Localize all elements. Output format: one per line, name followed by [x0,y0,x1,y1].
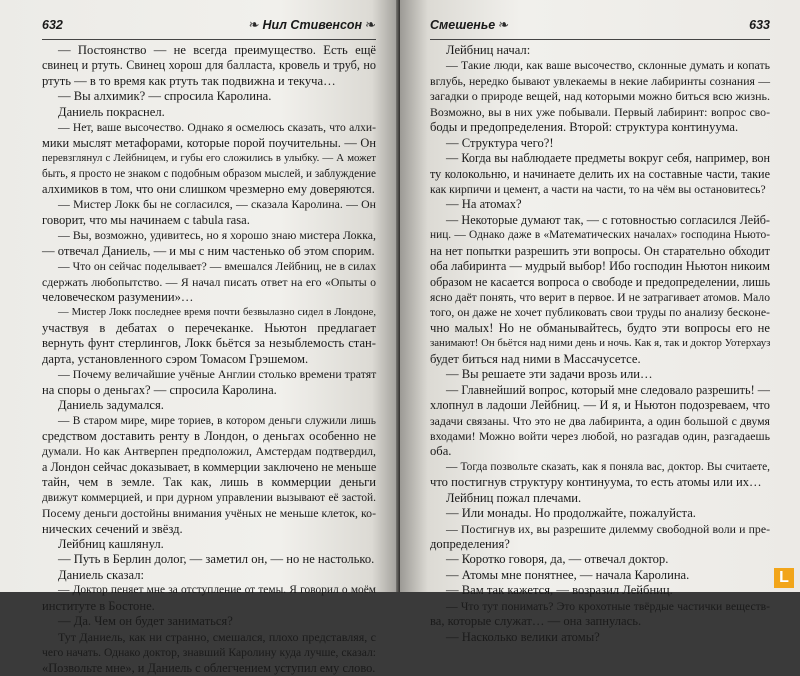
text-line: образом не касается вопроса о свободе и предопределении, лишь [430,274,770,289]
text-line: Даниель задумался. [58,398,164,413]
text-line: — Коротко говоря, да, — отвечал доктор. [446,552,669,567]
text-line: средством доставить ренту в Лондон, о деньгах особенно не [42,428,376,443]
text-line: человеческом разумении»… [42,290,194,304]
text-line: — Насколько велики атомы? [446,629,600,644]
text-line: свинец и ртуть. Свинец хорош для балласта, кровель и труб, но [42,58,376,73]
text-line: вернуть фунт стерлингов, Локк бьётся за незыблемость стан- [42,336,376,351]
text-line: — Тогда позвольте сказать, как я поняла вас, доктор. Вы считаете, [446,460,770,473]
text-line: сдержать любопытство. — Я начал писать ответ на его «Опыты о [42,274,376,289]
text-line: — Постоянство — не всегда преимущество. Есть ещё [58,43,376,57]
text-line: занимают! Он бьётся над ними день и ночь. Как я, так и доктор Уотерхауз [430,337,771,350]
left-ornament-icon-2: ❧ [365,16,376,32]
text-line: тайн, чем в земле. Так как, лишь в коммерции деньги [42,475,376,490]
text-line: — Путь в Берлин долог, — заметил он, — но не настолько. [58,552,375,567]
text-line: — Вы, возможно, удивитесь, но я хорошо знаю мистера Локка, [58,228,376,243]
text-line: участвуя в дебатах о перечеканке. Ньютон предлагает [42,320,376,335]
text-line: — Некоторые думают так, — с готовностью согласился Лейб- [446,212,770,227]
right-page-header [430,10,770,40]
text-line: мики мыслят метафорами, которые порой поучительны. — Он [42,135,376,150]
text-line: на нет попытки разрешить эти вопросы. Он старательно обходит [430,243,770,258]
text-line: — Доктор пеняет мне за отступление от темы. Я говорил о моём [58,584,376,597]
text-line: — Да. Чем он будет заниматься? [58,614,233,629]
text-line: нических сечений и звёзд. [42,521,183,536]
text-line: — отвечал Даниель, — и мы с ним частенько об этом спорим. [42,243,375,258]
text-line: быть, я просто не знаком с подобным образом мыслей, и заблуждение [42,167,376,180]
text-line: — Или монады. Но продолжайте, пожалуйста. [446,506,696,521]
text-line: — Главнейший вопрос, который мне следовало разрешить! — [446,382,770,397]
text-line: оба. [430,444,452,459]
text-line: а Лондон сейчас доказывает, в коммерции заключено не меньше [42,459,377,474]
left-page-header [42,10,376,40]
text-line: Возможно, вы в них уже побывали. Первый лабиринт: вопрос сво- [430,104,770,119]
text-line: Даниель сказал: [58,567,144,582]
text-line: — В старом мире, мире ториев, в котором деньги служили лишь [58,414,376,427]
text-line: — Вы решаете эти задачи врозь или… [446,367,653,382]
text-line: ясно даёт понять, что верит в первое. И не затрагивает атомов. Мало [430,291,770,304]
text-line: входами! Можно войти через любой, но разгадав один, разгадаешь [430,428,770,443]
right-ornament-icon: ❧ [498,16,510,32]
text-line: хлопнул в ладоши Лейбниц. — И я, и Ньютон подозреваем, что [430,398,770,413]
text-line: — Атомы мне понятнее, — начала Каролина. [446,567,690,582]
text-line: что постигнув структуру континуума, то есть атомы или их… [430,475,762,490]
text-line: — Что тут понимать? Это крохотные твёрдые частички веществ- [446,599,770,613]
text-line: институте в Бостоне. [42,598,155,613]
text-line: — Вам так кажется, — возразил Лейбниц. [446,583,673,598]
left-page-body [42,43,376,676]
text-line: допределения? [430,537,510,551]
left-running-head-text: Нил Стивенсон [262,17,363,32]
text-line: Даниель покраснел. [58,104,165,119]
text-line: Лейбниц начал: [446,43,531,57]
text-line: задачи связаны. Что это не два лабиринта, а один большой с двумя [430,413,770,428]
text-line: дарта, установленного сэром Томасом Грэшемом. [42,351,309,366]
text-line: — Когда вы наблюдаете предметы вокруг себя, например, вон [446,151,770,166]
text-line: перевзглянул с Лейбницем, и губы его сложились в улыбку. — А может [42,152,376,165]
left-page-number: 632 [42,17,63,32]
text-line: ниц. — Однако даже в «Математических началах» господина Ньюто- [430,229,770,242]
text-line: чно малых! Но не обманывайтесь, будто эти вопросы его не [430,320,770,335]
right-running-head-text: Смешенье [430,17,496,32]
right-page-number: 633 [749,17,770,32]
text-line: боды и предопределения. Второй: структура континуума. [430,120,739,135]
text-line: ва, которые служат… — она запнулась. [430,614,642,629]
text-line: будет биться над ними в Массачусетсе. [430,351,641,366]
text-line: загадки о природе вещей, над которыми можно биться всю жизнь. [430,89,770,104]
right-running-head [430,17,509,33]
text-line: как кирпичи и цемент, а части на части, то на чём вы остановитесь? [430,182,766,196]
text-line: говорит, что мы начинаем с tabula rasa. [42,212,250,227]
text-line: того, он даже не хочет публиковать свои труды по анализу бесконе- [430,305,770,320]
right-page [400,0,800,644]
text-line: Лейбниц кашлянул. [58,537,164,551]
left-page [0,0,400,675]
text-line: — Вы алхимик? — спросила Каролина. [58,89,272,104]
text-line: — Почему величайшие учёные Англии столько времени тратят [58,367,377,382]
text-line: ртуть — в то время как ртуть так подвижна и текуча… [42,73,336,88]
text-line: вглубь, нередко бывают увлекаемы в некие лабиринты сознания — [430,73,770,88]
text-line: алхимиков в том, что они слишком чрезмерно ему доверяются. [42,181,375,196]
left-running-head [249,17,376,33]
publisher-logo-icon: L [774,568,794,588]
text-line: — Мистер Локк бы не согласился, — сказала Каролина. — Он [58,197,376,212]
text-line: Лейбниц пожал плечами. [446,490,582,505]
text-line: — Мистер Локк последнее время почти безвылазно сидел в Лондоне, [58,307,376,319]
text-line: — На атомах? [446,197,522,212]
text-line: — Что он сейчас поделывает? — вмешался Лейбниц, не в силах [58,260,376,274]
text-line: чего начать. Однако доктор, знавший Каролину куда лучше, сказал: [42,646,376,660]
text-line: — Структура чего?! [446,135,554,150]
right-page-body [430,43,770,645]
text-line: — Нет, ваше высочество. Однако я осмелюсь сказать, что алхи- [58,121,376,135]
text-line: думали. Но как Антверпен предположил, Амстердам подтвердил, [42,444,376,459]
text-line: Посему деньги достойны внимания учёных не меньше клеток, ко- [42,506,376,521]
left-ornament-icon: ❧ [248,16,260,32]
text-line: ту колокольню, и начинаете делить их на составные части, такие [430,166,770,181]
text-line: оба лабиринта — мудрый выбор! Ибо господин Ньютон никоим [430,259,770,274]
text-line: — Постигнув их, вы разрешите дилемму свободной воли и пре- [446,521,770,536]
text-line: «Позвольте мне», и Даниель с облегчением уступил ему слово. [42,660,376,675]
text-line: — Такие люди, как ваше высочество, склонные думать и копать [446,58,770,73]
text-line: на споры о деньгах? — спросила Каролина. [42,382,277,397]
text-line: движут коммерцией, и при дурном управлении вызывают её застой. [42,491,376,504]
text-line: Тут Даниель, как ни странно, смешался, плохо представляя, с [58,629,376,644]
